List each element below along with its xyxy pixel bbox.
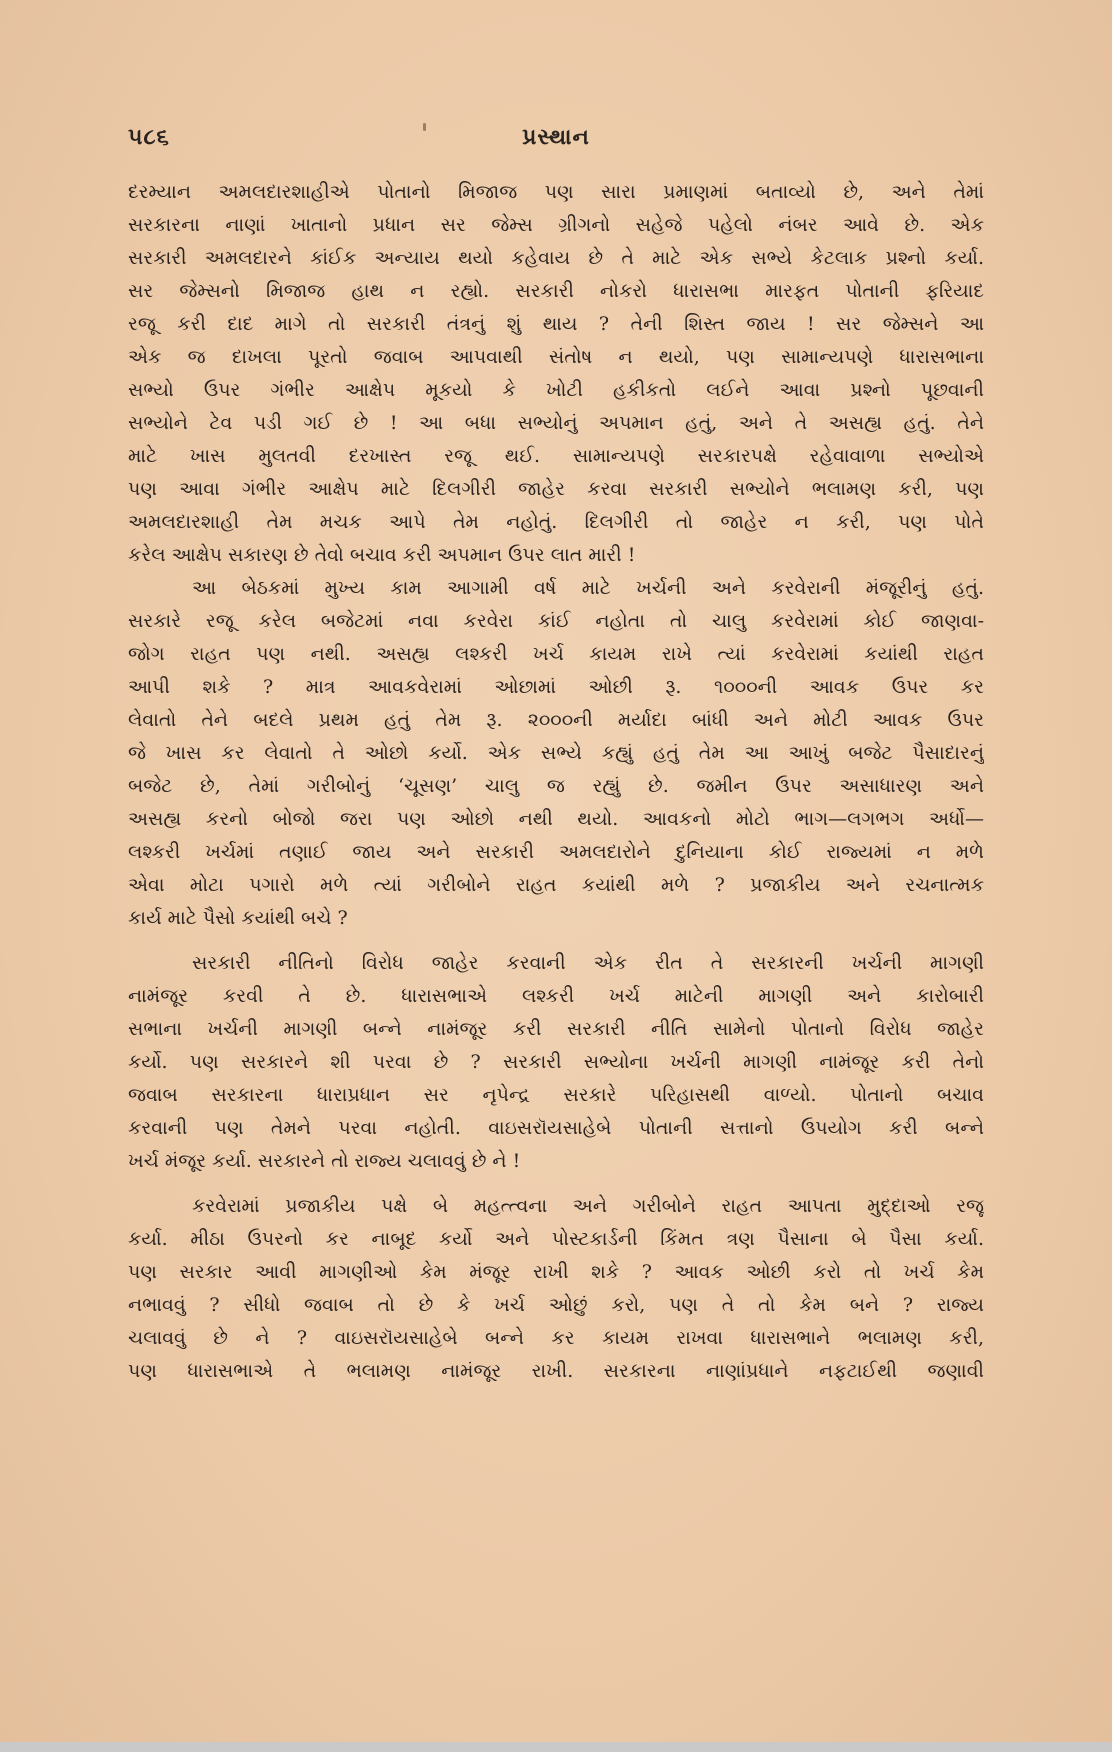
text-line: પણ આવા ગંભીર આક્ષેપ માટે દિલગીરી જાહેર કરવા સરકારી સભ્યોને ભલામણ કરી, પણ — [128, 478, 984, 500]
page-number: ૫૮૬ — [128, 124, 170, 150]
text-line: સભ્યો ઉપર ગંભીર આક્ષેપ મૂકયો કે ખોટી હકીકતો લઈને આવા પ્રશ્નો પૂછવાની — [128, 379, 984, 401]
text-line: નભાવવું ? સીધો જવાબ તો છે કે ખર્ચ ઓછું કરો, પણ તે તો કેમ બને ? રાજ્ય — [128, 1294, 984, 1316]
paragraph-1 — [128, 176, 984, 572]
running-title: પ્રસ્થાન — [522, 124, 590, 150]
text-line: સરકારી નીતિનો વિરોધ જાહેર કરવાની એક રીત તે સરકારની ખર્ચની માગણી — [192, 952, 984, 974]
paragraph-2 — [128, 572, 984, 935]
text-line: સરકારી અમલદારને કાંઈક અન્યાય થયો કહેવાય છે તે માટે એક સભ્યે કેટલાક પ્રશ્નો કર્યા. — [128, 247, 984, 269]
text-line: નામંજૂર કરવી તે છે. ધારાસભાએ લશ્કરી ખર્ચ માટેની માગણી અને કારોબારી — [128, 985, 984, 1007]
text-line: સર જેમ્સનો મિજાજ હાથ ન રહ્યો. સરકારી નોકરો ધારાસભા મારફત પોતાની ફરિયાદ — [128, 280, 984, 302]
text-line: એવા મોટા પગારો મળે ત્યાં ગરીબોને રાહત કયાંથી મળે ? પ્રજાકીય અને રચનાત્મક — [128, 874, 984, 896]
text-line: રજૂ કરી દાદ માગે તો સરકારી તંત્રનું શું થાય ? તેની શિસ્ત જાય ! સર જેમ્સને આ — [128, 313, 984, 335]
text-line: જવાબ સરકારના ધારાપ્રધાન સર નૃપેન્દ્ર સરકારે પરિહાસથી વાળ્યો. પોતાનો બચાવ — [128, 1084, 984, 1106]
text-line: આ બેઠકમાં મુખ્ય કામ આગામી વર્ષ માટે ખર્ચની અને કરવેરાની મંજૂરીનું હતું. — [192, 577, 984, 599]
text-line: પણ સરકાર આવી માગણીઓ કેમ મંજૂર રાખી શકે ? આવક ઓછી કરો તો ખર્ચ કેમ — [128, 1261, 984, 1283]
text-line: માટે ખાસ મુલતવી દરખાસ્ત રજૂ થઈ. સામાન્યપણે સરકારપક્ષે રહેવાવાળા સભ્યોએ — [128, 445, 984, 467]
text-line: એક જ દાખલા પૂરતો જવાબ આપવાથી સંતોષ ન થયો, પણ સામાન્યપણે ધારાસભાના — [128, 346, 984, 368]
text-line: કરેલ આક્ષેપ સકારણ છે તેવો બચાવ કરી અપમાન ઉપર લાત મારી ! — [128, 544, 636, 566]
text-line: કાર્ય માટે પૈસો કયાંથી બચે ? — [128, 907, 348, 929]
text-line: કરવાની પણ તેમને પરવા નહોતી. વાઇસરૉયસાહેબે પોતાની સત્તાનો ઉપયોગ કરી બન્ને — [128, 1117, 984, 1139]
text-line: પણ ધારાસભાએ તે ભલામણ નામંજૂર રાખી. સરકારના નાણાંપ્રધાને નફટાઈથી જણાવી — [128, 1360, 984, 1382]
text-line: આપી શકે ? માત્ર આવકવેરામાં ઓછામાં ઓછી રૂ. ૧૦૦૦ની આવક ઉપર કર — [128, 676, 984, 698]
text-line: ખર્ચ મંજૂર કર્યા. સરકારને તો રાજ્ય ચલાવવું છે ને ! — [128, 1150, 521, 1172]
text-line: લશ્કરી ખર્ચમાં તણાઈ જાય અને સરકારી અમલદારોને દુનિયાના કોઈ રાજ્યમાં ન મળે — [128, 841, 984, 863]
text-line: લેવાતો તેને બદલે પ્રથમ હતું તેમ રૂ. ૨૦૦૦ની મર્યાદા બાંધી અને મોટી આવક ઉપર — [128, 709, 984, 731]
body-text — [128, 176, 984, 1388]
text-line: જે ખાસ કર લેવાતો તે ઓછો કર્યો. એક સભ્યે કહ્યું હતું તેમ આ આખું બજેટ પૈસાદારનું — [128, 742, 984, 764]
text-line: સરકારના નાણાં ખાતાનો પ્રધાન સર જેમ્સ ગ્રીગનો સહેજે પહેલો નંબર આવે છે. એક — [128, 214, 984, 236]
scan-bottom-edge — [0, 1742, 1112, 1752]
text-line: જોગ રાહત પણ નથી. અસહ્ય લશ્કરી ખર્ચ કાયમ રાખે ત્યાં કરવેરામાં કયાંથી રાહત — [128, 643, 984, 665]
text-line: દરમ્યાન અમલદારશાહીએ પોતાનો મિજાજ પણ સારા પ્રમાણમાં બતાવ્યો છે, અને તેમાં — [128, 181, 984, 203]
text-line: કર્યો. પણ સરકારને શી પરવા છે ? સરકારી સભ્યોના ખર્ચની માગણી નામંજૂર કરી તેનો — [128, 1051, 984, 1073]
text-line: અસહ્ય કરનો બોજો જરા પણ ઓછો નથી થયો. આવકનો મોટો ભાગ—લગભગ અર્ધો— — [128, 808, 984, 830]
text-line: ચલાવવું છે ને ? વાઇસરૉયસાહેબે બન્ને કર કાયમ રાખવા ધારાસભાને ભલામણ કરી, — [128, 1327, 984, 1349]
text-line: સરકારે રજૂ કરેલ બજેટમાં નવા કરવેરા કાંઈ નહોતા તો ચાલુ કરવેરામાં કોઈ જાણવા- — [128, 610, 984, 632]
text-line: બજેટ છે, તેમાં ગરીબોનું ‘ચૂસણ’ ચાલુ જ રહ્યું છે. જમીન ઉપર અસાધારણ અને — [128, 775, 984, 797]
text-line: કર્યા. મીઠા ઉપરનો કર નાબૂદ કર્યો અને પોસ્ટકાર્ડની કિંમત ત્રણ પૈસાના બે પૈસા કર્યા. — [128, 1228, 984, 1250]
text-line: અમલદારશાહી તેમ મચક આપે તેમ નહોતું. દિલગીરી તો જાહેર ન કરી, પણ પોતે — [128, 511, 984, 533]
paragraph-3 — [128, 947, 984, 1178]
text-line: કરવેરામાં પ્રજાકીય પક્ષે બે મહત્ત્વના અને ગરીબોને રાહત આપતા મુદ્દાઓ રજૂ — [192, 1195, 984, 1217]
page-header — [0, 120, 1112, 160]
text-line: સભ્યોને ટેવ પડી ગઈ છે ! આ બધા સભ્યોનું અપમાન હતું, અને તે અસહ્ય હતું. તેને — [128, 412, 984, 434]
text-line: સભાના ખર્ચની માગણી બન્ને નામંજૂર કરી સરકારી નીતિ સામેનો પોતાનો વિરોધ જાહેર — [128, 1018, 984, 1040]
paragraph-4 — [128, 1190, 984, 1388]
